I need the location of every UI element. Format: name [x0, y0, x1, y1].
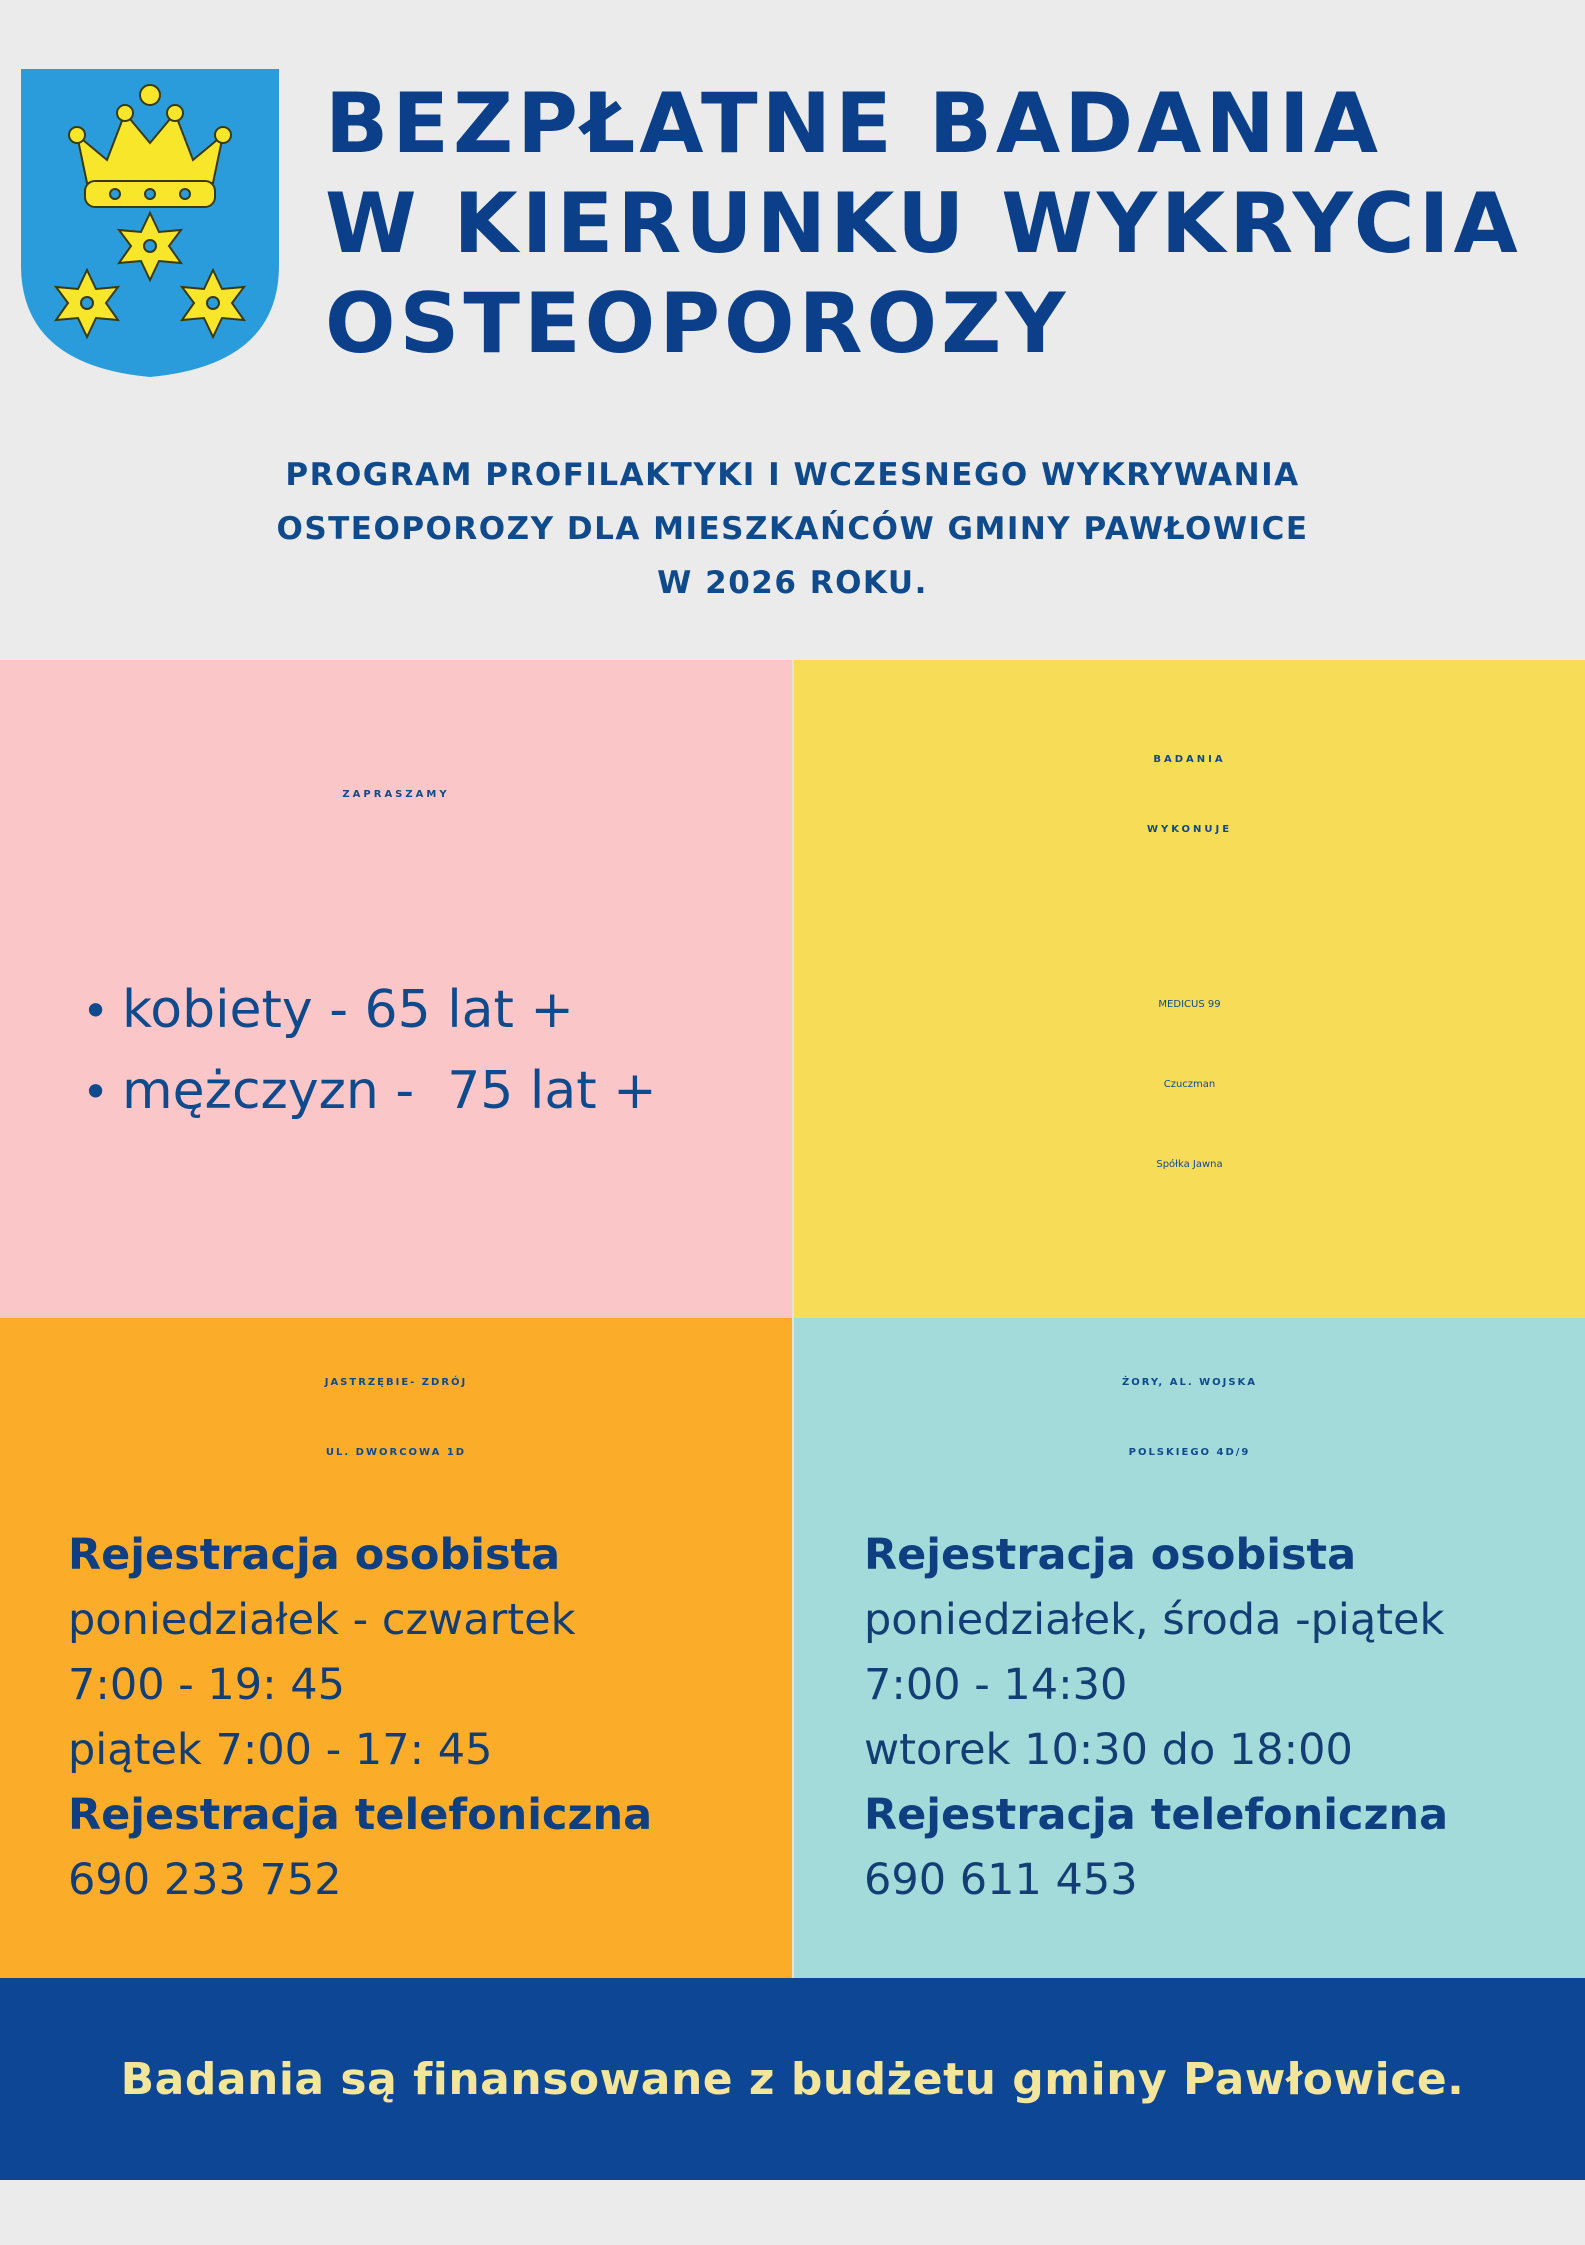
opening-hours-line: wtorek 10:30 do 18:00: [864, 1725, 1353, 1775]
invite-list: [82, 970, 657, 1132]
title-line-1: BEZPŁATNE BADANIA: [325, 75, 1382, 172]
personal-registration-label: Rejestracja osobista: [864, 1530, 1357, 1580]
provider-panel: [792, 660, 1585, 1318]
personal-registration-label: Rejestracja osobista: [68, 1530, 561, 1580]
zory-registration-info: [864, 1523, 1448, 1913]
list-item: • mężczyzn - 75 lat +: [82, 1061, 657, 1121]
list-item-text: mężczyzn - 75 lat +: [122, 1061, 657, 1121]
provider-name-line: MEDICUS 99: [1158, 999, 1221, 1010]
provider-name: [794, 965, 1585, 1205]
funding-footer: [0, 1978, 1585, 2180]
provider-heading-line: WYKONUJE: [1146, 824, 1233, 835]
address-line: JASTRZĘBIE- ZDRÓJ: [324, 1377, 468, 1388]
opening-hours-line: poniedziałek, środa -piątek: [864, 1595, 1445, 1645]
opening-hours-line: piątek 7:00 - 17: 45: [68, 1725, 493, 1775]
list-item-text: kobiety - 65 lat +: [122, 980, 575, 1040]
provider-heading-line: BADANIA: [1153, 754, 1226, 765]
phone-registration-label: Rejestracja telefoniczna: [68, 1790, 653, 1840]
program-subtitle: [60, 448, 1525, 610]
list-item: • kobiety - 65 lat +: [82, 980, 575, 1040]
invite-panel: [0, 660, 792, 1318]
opening-hours-line: 7:00 - 19: 45: [68, 1660, 346, 1710]
phone-registration-label: Rejestracja telefoniczna: [864, 1790, 1449, 1840]
provider-name-line: Czuczman: [1163, 1079, 1216, 1090]
zory-address-heading: [794, 1348, 1585, 1488]
title-line-2: W KIERUNKU WYKRYCIA: [325, 175, 1522, 272]
subtitle-line: PROGRAM PROFILAKTYKI I WCZESNEGO WYKRYWANIA: [285, 457, 1300, 493]
coat-of-arms-emblem: [15, 65, 285, 380]
funding-note: Badania są finansowane z budżetu gminy Pawłowice.: [120, 2053, 1465, 2105]
title-line-3: OSTEOPOROZY: [325, 275, 1070, 372]
subtitle-line: W 2026 ROKU.: [657, 565, 928, 601]
zory-location-panel: [792, 1318, 1585, 1978]
provider-name-line: Spółka Jawna: [1156, 1159, 1223, 1170]
invite-heading: ZAPRASZAMY: [342, 789, 450, 800]
subtitle-line: OSTEOPOROZY DLA MIESZKAŃCÓW GMINY PAWŁOWICE: [276, 511, 1309, 547]
opening-hours-line: poniedziałek - czwartek: [68, 1595, 576, 1645]
address-line: ŻORY, AL. WOJSKA: [1121, 1377, 1258, 1388]
phone-number[interactable]: 690 233 752: [68, 1855, 342, 1905]
phone-number[interactable]: 690 611 453: [864, 1855, 1138, 1905]
provider-heading: [794, 725, 1585, 865]
header: [0, 0, 1585, 660]
jastrzebie-address-heading: [0, 1348, 792, 1488]
opening-hours-line: 7:00 - 14:30: [864, 1660, 1128, 1710]
address-line: UL. DWORCOWA 1D: [325, 1447, 467, 1458]
jastrzebie-registration-info: [68, 1523, 652, 1913]
address-line: POLSKIEGO 4D/9: [1128, 1447, 1251, 1458]
jastrzebie-location-panel: [0, 1318, 792, 1978]
